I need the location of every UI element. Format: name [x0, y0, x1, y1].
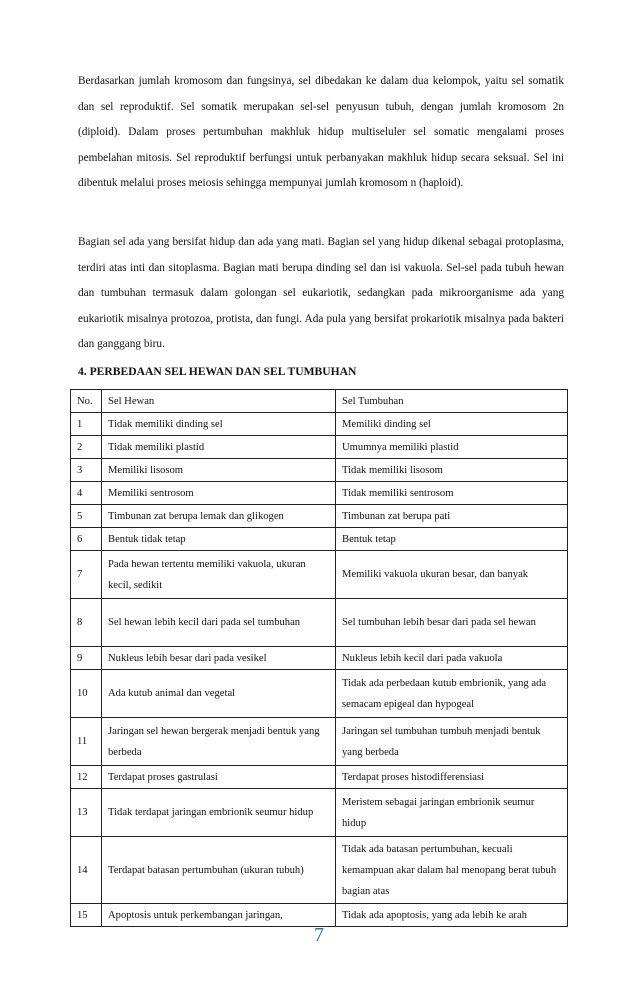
row-number: 8	[71, 599, 102, 647]
row-number: 12	[71, 766, 102, 789]
table-row	[71, 413, 568, 436]
animal-cell-text: Bentuk tidak tetap	[102, 528, 336, 551]
row-number: 14	[71, 837, 102, 904]
plant-cell-text: Memiliki dinding sel	[336, 413, 568, 436]
table-row	[71, 718, 568, 766]
table-header-row	[71, 390, 568, 413]
animal-cell-text: Tidak memiliki plastid	[102, 436, 336, 459]
row-number: 10	[71, 670, 102, 718]
row-number: 6	[71, 528, 102, 551]
animal-cell-text: Memiliki lisosom	[102, 459, 336, 482]
section-heading: 4. PERBEDAAN SEL HEWAN DAN SEL TUMBUHAN	[78, 365, 357, 378]
plant-cell-text: Tidak memiliki sentrosom	[336, 482, 568, 505]
paragraph-chromosome: Berdasarkan jumlah kromosom dan fungsinya, sel dibedakan ke dalam dua kelompok, yaitu sel somatik dan sel reproduktif. Sel somatik merupakan sel-sel penyusun tubuh, dengan jumlah kromosom 2n (diploid). Dalam proses pertumbuhan makhluk hidup multiseluler sel somatic mengalami proses pembelahan mitosis. Sel reproduktif berfungsi untuk perbanyakan makhluk hidup secara seksual. Sel ini dibentuk melalui proses meiosis sehingga mempunyai jumlah kromosom n (haploid).	[78, 75, 564, 189]
table-row	[71, 505, 568, 528]
plant-cell-text: Memiliki vakuola ukuran besar, dan banyak	[336, 551, 568, 599]
plant-cell-text: Umumnya memiliki plastid	[336, 436, 568, 459]
plant-cell-text: Tidak ada perbedaan kutub embrionik, yang ada semacam epigeal dan hypogeal	[336, 670, 568, 718]
row-number: 5	[71, 505, 102, 528]
table-row	[71, 766, 568, 789]
table-row	[71, 528, 568, 551]
row-number: 3	[71, 459, 102, 482]
animal-cell-text: Tidak memiliki dinding sel	[102, 413, 336, 436]
table-row	[71, 837, 568, 904]
header-cell: No.	[71, 390, 102, 413]
table-row	[71, 551, 568, 599]
row-number: 11	[71, 718, 102, 766]
header-cell: Sel Hewan	[102, 390, 336, 413]
animal-cell-text: Ada kutub animal dan vegetal	[102, 670, 336, 718]
table-row	[71, 436, 568, 459]
row-number: 4	[71, 482, 102, 505]
plant-cell-text: Tidak ada batasan pertumbuhan, kecuali kemampuan akar dalam hal menopang berat tubuh bagian atas	[336, 837, 568, 904]
plant-cell-text: Tidak ada apoptosis, yang ada lebih ke arah	[336, 904, 568, 927]
animal-cell-text: Pada hewan tertentu memiliki vakuola, ukuran kecil, sedikit	[102, 551, 336, 599]
row-number: 7	[71, 551, 102, 599]
plant-cell-text: Sel tumbuhan lebih besar dari pada sel hewan	[336, 599, 568, 647]
table-row	[71, 459, 568, 482]
row-number: 13	[71, 789, 102, 837]
animal-cell-text: Jaringan sel hewan bergerak menjadi bentuk yang berbeda	[102, 718, 336, 766]
animal-cell-text: Timbunan zat berupa lemak dan glikogen	[102, 505, 336, 528]
table-row	[71, 482, 568, 505]
table-row	[71, 789, 568, 837]
plant-cell-text: Tidak memiliki lisosom	[336, 459, 568, 482]
animal-cell-text: Sel hewan lebih kecil dari pada sel tumbuhan	[102, 599, 336, 647]
animal-cell-text: Memiliki sentrosom	[102, 482, 336, 505]
header-cell: Sel Tumbuhan	[336, 390, 568, 413]
table-row	[71, 599, 568, 647]
row-number: 15	[71, 904, 102, 927]
table-row	[71, 647, 568, 670]
plant-cell-text: Nukleus lebih kecil dari pada vakuola	[336, 647, 568, 670]
paragraph-cell-parts: Bagian sel ada yang bersifat hidup dan ada yang mati. Bagian sel yang hidup dikenal sebagai protoplasma, terdiri atas inti dan sitoplasma. Bagian mati berupa dinding sel dan isi vakuola. Sel-sel pada tubuh hewan dan tumbuhan termasuk dalam golongan sel eukariotik, sedangkan pada mikroorganisme ada yang eukariotik misalnya protozoa, protista, dan fungi. Ada pula yang bersifat prokariotik misalnya pada bakteri dan ganggang biru.	[78, 236, 564, 350]
plant-cell-text: Jaringan sel tumbuhan tumbuh menjadi bentuk yang berbeda	[336, 718, 568, 766]
plant-cell-text: Terdapat proses histodifferensiasi	[336, 766, 568, 789]
animal-cell-text: Apoptosis untuk perkembangan jaringan,	[102, 904, 336, 927]
plant-cell-text: Timbunan zat berupa pati	[336, 505, 568, 528]
animal-cell-text: Terdapat batasan pertumbuhan (ukuran tubuh)	[102, 837, 336, 904]
comparison-table	[70, 389, 568, 927]
animal-cell-text: Nukleus lebih besar dari pada vesikel	[102, 647, 336, 670]
row-number: 2	[71, 436, 102, 459]
animal-cell-text: Terdapat proses gastrulasi	[102, 766, 336, 789]
row-number: 9	[71, 647, 102, 670]
plant-cell-text: Meristem sebagai jaringan embrionik seumur hidup	[336, 789, 568, 837]
page-number: 7	[314, 924, 324, 946]
plant-cell-text: Bentuk tetap	[336, 528, 568, 551]
animal-cell-text: Tidak terdapat jaringan embrionik seumur hidup	[102, 789, 336, 837]
row-number: 1	[71, 413, 102, 436]
table-row	[71, 670, 568, 718]
